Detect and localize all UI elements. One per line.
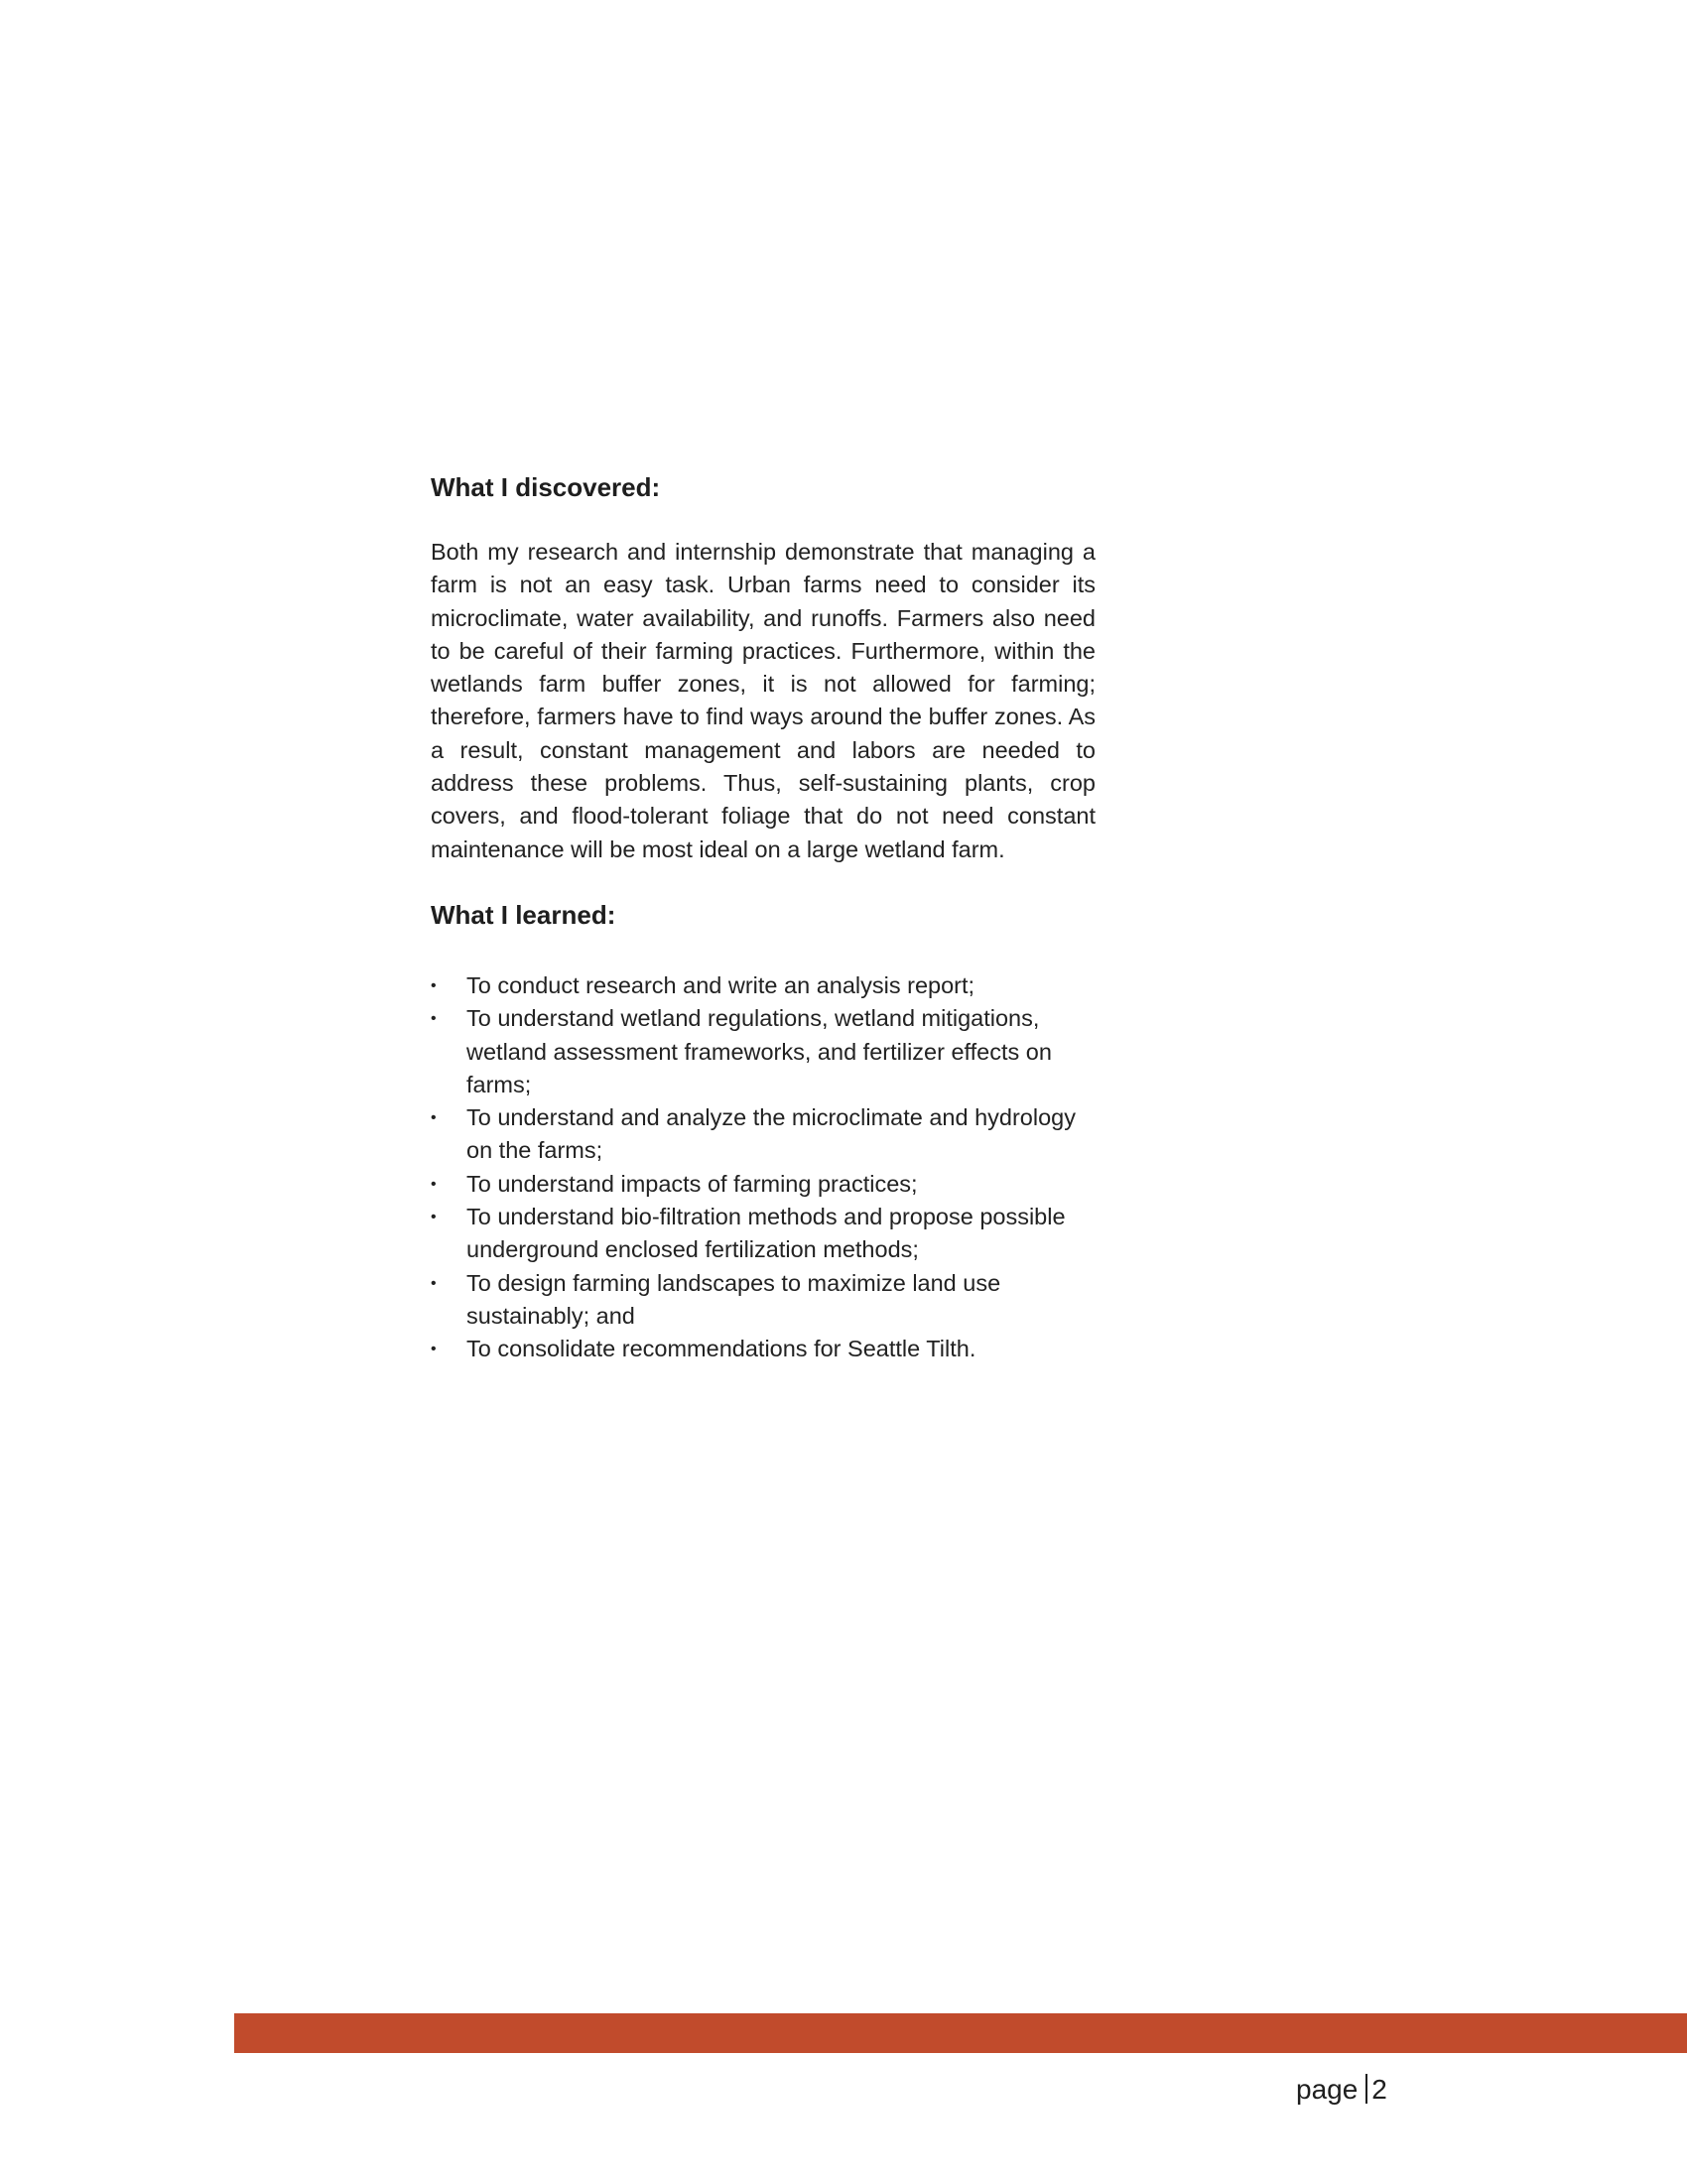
discovered-paragraph: Both my research and internship demonstrate that managing a farm is not an easy task. Urban farms need to consider its microclimate, water availability, and runoffs. Farmers also need to be careful of their farming practices. Furthermore, within the wetlands farm buffer zones, it is not allowed for farming; therefore, farmers have to find ways around the buffer zones. As a result, constant management and labors are needed to address these problems. Thus, self-sustaining plants, crop covers, and flood-tolerant foliage that do not need constant maintenance will be most ideal on a large wetland farm.: [431, 539, 1096, 862]
list-item: [431, 969, 1096, 1002]
list-item: [431, 1101, 1096, 1168]
page-content: [431, 468, 1096, 1366]
discovered-heading: What I discovered:: [431, 472, 661, 502]
bullet-icon: •: [431, 1175, 437, 1193]
list-item: [431, 1201, 1096, 1267]
page-number-footer: [1296, 2072, 1387, 2108]
list-item-text: To conduct research and write an analysis report;: [466, 971, 975, 998]
footer-accent-bar: [234, 2013, 1687, 2053]
bullet-icon: •: [431, 1274, 437, 1292]
bullet-icon: •: [431, 1341, 437, 1358]
page-number: 2: [1371, 2074, 1387, 2105]
learned-list: [431, 969, 1096, 1366]
page-separator: [1365, 2074, 1367, 2104]
list-item-text: To understand bio-filtration methods and propose possible underground enclosed fertilization methods;: [466, 1204, 1066, 1263]
list-item-text: To understand wetland regulations, wetland mitigations, wetland assessment frameworks, and fertilizer effects on farms;: [466, 1005, 1052, 1097]
bullet-icon: •: [431, 1109, 437, 1127]
list-item: [431, 1168, 1096, 1201]
list-item-text: To understand impacts of farming practices;: [466, 1170, 918, 1197]
list-item: [431, 1267, 1096, 1334]
list-item-text: To understand and analyze the microclimate and hydrology on the farms;: [466, 1104, 1076, 1164]
page-label: page: [1296, 2074, 1359, 2105]
learned-heading: What I learned:: [431, 899, 616, 930]
bullet-icon: •: [431, 1209, 437, 1226]
list-item: [431, 1333, 1096, 1365]
bullet-icon: •: [431, 1010, 437, 1028]
list-item: [431, 1002, 1096, 1101]
list-item-text: To design farming landscapes to maximize land use sustainably; and: [466, 1269, 1001, 1329]
bullet-icon: •: [431, 976, 437, 994]
list-item-text: To consolidate recommendations for Seattle Tilth.: [466, 1336, 976, 1362]
